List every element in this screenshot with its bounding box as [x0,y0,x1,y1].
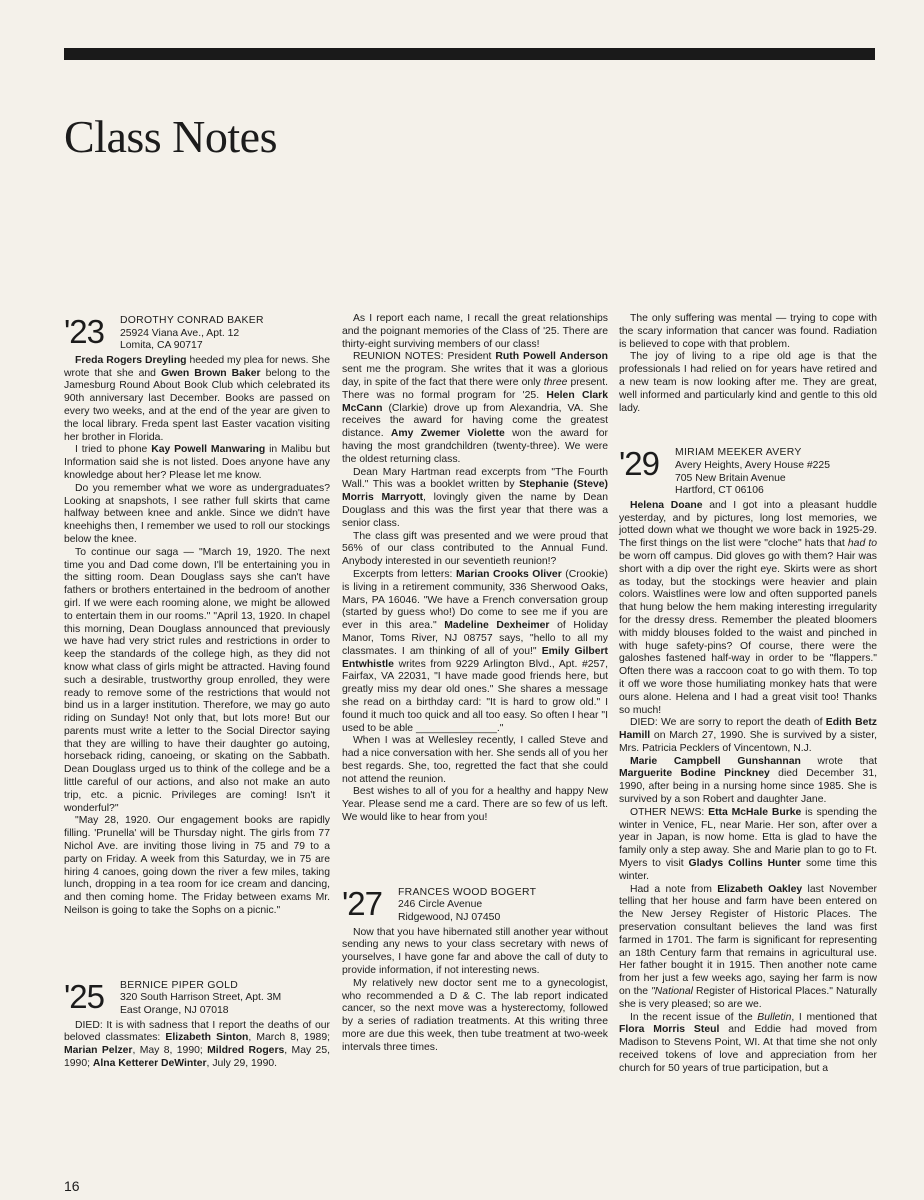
column-2 [342,313,608,1055]
class-year: '29 [619,445,660,483]
paragraph: The only suffering was mental — trying to cope with the scary information that cancer was found. Radiation is believed to cope with that problem. [619,313,877,350]
secretary-address [120,315,264,353]
spacer [64,918,330,978]
class-year: '25 [64,977,105,1015]
address-line: Hartford, CT 06106 [675,485,764,497]
address-line: Ridgewood, NJ 07450 [398,912,501,924]
paragraph: Freda Rogers Dreyling heeded my plea for news. She wrote that she and Gwen Brown Baker belong to the Jamesburg Round About Book Club which celebrated its 90th anniversary last December. Books are passed on every two weeks, and at the end of the year are given to the local library. Freda spent last Easter vacation visiting her brother in Florida. [64,354,330,443]
paragraph: As I report each name, I recall the great relationships and the poignant memories of the Class of '25. There are thirty-eight surviving members of our class! [342,313,608,350]
paragraph: Had a note from Elizabeth Oakley last November telling that her house and farm have been entered on the New Jersey Register of Historic Places. The preservation consultant believes the land was first farmed in 1701. The farm is significant for representing an 18th Century farm that remains in agricultural use. Her father bought it in 1915. Then another note came from her just a few weeks ago, saying her farm is now on the "National Register of Historical Places." Naturally she is very pleased; so are we. [619,883,878,1010]
class-year: '27 [342,884,383,922]
paragraph: OTHER NEWS: Etta McHale Burke is spending the winter in Venice, FL, near Marie. Her son, after over a year in Japan, is now home. Etta is glad to have the family only a step away. She and Marie plan to go to Ft. Myers to visit Gladys Collins Hunter some time this winter. [619,806,877,882]
secretary-name: MIRIAM MEEKER AVERY [675,447,802,459]
address-line: Avery Heights, Avery House #225 [675,459,830,471]
page-number: 16 [64,1178,80,1194]
paragraph: Do you remember what we wore as undergraduates? Looking at snapshots, I see rather full skirts that came halfway between knee and ankle. Since we didn't have kneehighs then, I remember we used to roll our stockings below the knee. [64,482,330,545]
paragraph: Excerpts from letters: Marian Crooks Oliver (Crookie) is living in a retirement community, 336 Sherwood Oaks, Mars, PA 16046. "We have a French conversation group (started by guess who!) Do come to see me if you are ever in this area." Madeline Dexheimer of Holiday Manor, Toms River, NJ 08757 says, "hello to all my classmates. I am thinking of all of you!" Emily Gilbert Entwhistle writes from 9229 Arlington Blvd., Apt. #257, Fairfax, VA 22031, "I have made good friends here, but greatly miss my dear old ones." She shares a message she read on a birthday card: "It is hard to grow old." I found it much too quick and all too easy. So often I hear "I used to be able ______________." [342,568,608,734]
class-header-29 [619,447,877,497]
paragraph: In the recent issue of the Bulletin, I mentioned that Flora Morris Steul and Eddie had moved from Madison to Stevens Point, WI. At that time she not only received tokens of love and appreciation from her church for 50 years of true participation, but a [619,1011,877,1074]
paragraph: Marie Campbell Gunshannan wrote that Marguerite Bodine Pinckney died December 31, 1990, after being in a nursing home since 1985. She is survived by a son Robert and daughter Jane. [619,755,878,806]
secretary-address [398,887,536,925]
class-header-27 [342,884,608,925]
paragraph: When I was at Wellesley recently, I called Steve and had a nice conversation with her. She sends all of you her best regards. She, too, regretted the fact that she could not attend the reunion. [342,735,608,785]
paragraph: DIED: It is with sadness that I report the deaths of our beloved classmates: Elizabeth Sinton, March 8, 1989; Marian Pelzer, May 8, 1990; Mildred Rogers, May 25, 1990; Alna Ketterer DeWinter, July 29, 1990. [64,1019,330,1070]
paragraph: To continue our saga — "March 19, 1920. The next time you and Dad come down, I'll be entertaining you in the sitting room. Dean Douglass says she can't have fathers or brothers entertained in the bedroom of another girl. If we were each rooming alone, we might be allowed to entertain them in our rooms." "April 13, 1920. In chapel this morning, Dean Douglass announced that previously we have had very strict rules and restrictions in order to keep the standards of the college high, as they did not know what class of girls might be attracted. Having found such a desirable, trustworthy group enrolled, they were ready to remove some of the restrictions that would not bind us in a larger institution. Therefore, we may go auto riding on Sunday! Not only that, but lots more! But our parents must write a letter to the Social Director saying that they are willing to have their daughter go autoing, horseback riding, canoeing, or skating on the Sabbath. Dean Douglass urged us to think of the college and be a little careful of our actions, and also not make an auto trip, etc. a picnic. Privileges are coming! Isn't it wonderful?" [64,546,330,814]
paragraph: Helena Doane and I got into a pleasant huddle yesterday, and by pictures, long lost memories, we jotted down what we thought we wore back in 1925-29. The first things on the list were "cloche" hats that had to be worn off campus. Did gloves go with them? Hair was short with a dip over the right eye. Skirts were as short as today, but the stockings were heavier and plain colors. Waistlines were low and often supported panels that hung below the hem making interesting irregularity for the dressy dress. Remember the pleated bloomers with middy blouses folded to the waist and pinched in with huge safety-pins? Of course, there were the galoshes fastened half-way in order to be "flappers." Often there was a raccoon coat to go with them. To top it off we wore those humiliating monkey hats that were ours alone. Helena and I had a great visit too! Thanks so much! [619,499,878,716]
secretary-address [675,447,830,497]
paragraph: REUNION NOTES: President Ruth Powell Anderson sent me the program. She writes that it was a glorious day, in spite of the fact that there were only three present. There was no formal program for '25. Helen Clark McCann (Clarkie) drove up from Alexandria, VA. She receives the award for having come the greatest distance. Amy Zwemer Violette won the award for having the most grandchildren (twenty-three). We were the oldest returning class. [342,351,608,465]
class-header-25 [64,977,330,1018]
paragraph: Dean Mary Hartman read excerpts from "The Fourth Wall." This was a booklet written by Stephanie (Steve) Morris Marryott, lovingly given the name by Dean Douglass and this was the first year that there was a senior class. [342,466,608,529]
address-line: Lomita, CA 90717 [120,340,203,352]
address-line: East Orange, NJ 07018 [120,1005,229,1017]
paragraph: The joy of living to a ripe old age is that the professionals I had relied on for years have retired and a new team is now looking after me. They are great, well informed and particularly kind and gentle to this old lady. [619,351,877,414]
spacer [619,415,877,445]
spacer [342,825,608,885]
paragraph: "May 28, 1920. Our engagement books are rapidly filling. 'Prunella' will be Thursday night. The girls from 77 Nichol Ave. are inviting those living in 75 and 79 to a party on Friday. A week from this Saturday, we in 75 are hiring 4 canoes, going down the river a few miles, taking lunch, dropping in a tea room for ice cream and dancing, and then coming home. The Friday between exams Mr. Neilson is going to take the Sophs on a picnic." [64,815,330,917]
secretary-name: DOROTHY CONRAD BAKER [120,315,264,326]
page-title: Class Notes [64,111,277,162]
class-header-23 [64,315,330,353]
secretary-address [120,980,281,1018]
column-3 [619,313,877,1076]
address-line: 25924 Viana Ave., Apt. 12 [120,327,240,339]
paragraph: My relatively new doctor sent me to a gynecologist, who recommended a D & C. The lab report indicated cancer, so the next move was a hysterectomy, followed by a series of radiation treatments. At this writing three more are due this week, then tube treatment at two-week intervals three times. [342,977,608,1053]
paragraph: DIED: We are sorry to report the death of Edith Betz Hamill on March 27, 1990. She is survived by a sister, Mrs. Patricia Pecklers of Vincentown, N.J. [619,717,878,754]
paragraph: I tried to phone Kay Powell Manwaring in Malibu but Information said she is not listed. Does anyone have any knowledge about her? Please let me know. [64,444,330,481]
header-rule [64,48,875,60]
secretary-name: BERNICE PIPER GOLD [120,979,238,991]
address-line: 705 New Britain Avenue [675,472,786,484]
paragraph: Now that you have hibernated still another year without sending any news to your class secretary with news of yourselves, I have gone far and above the call of duty to provide information, if not interesting news. [342,926,608,977]
paragraph: Best wishes to all of you for a healthy and happy New Year. Please send me a card. There are so few of us left. We would like to hear from you! [342,786,608,824]
address-line: 246 Circle Avenue [398,899,483,911]
class-year: '23 [64,313,105,350]
column-1 [64,313,330,1071]
secretary-name: FRANCES WOOD BOGERT [398,886,537,898]
address-line: 320 South Harrison Street, Apt. 3M [120,992,282,1004]
paragraph: The class gift was presented and we were proud that 56% of our class contributed to the Annual Fund. Anybody interested in our seventieth reunion!? [342,530,608,568]
